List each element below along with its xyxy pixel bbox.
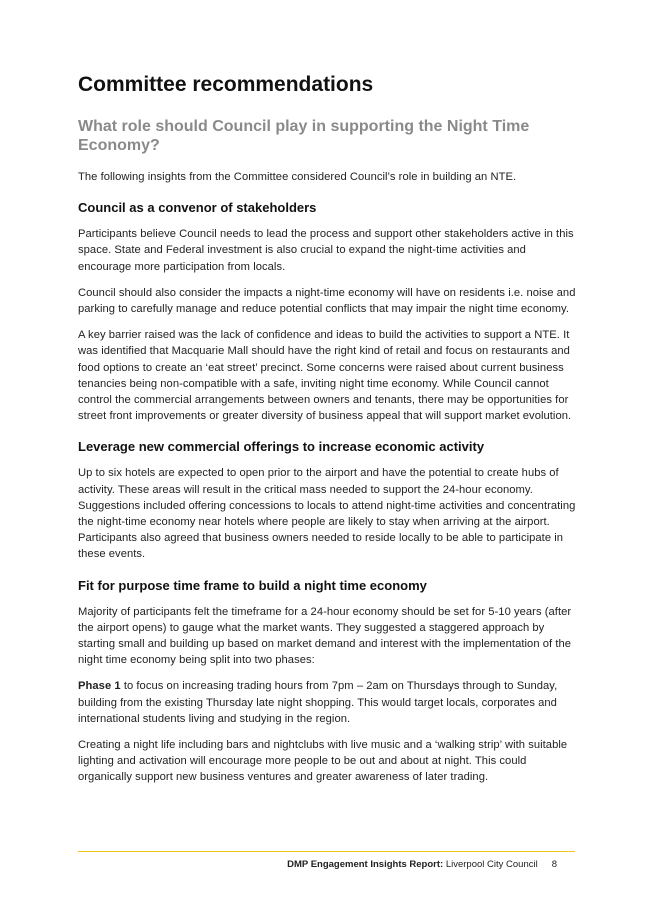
document-page xyxy=(78,72,578,786)
footer-organisation: Liverpool City Council xyxy=(443,859,538,870)
paragraph: A key barrier raised was the lack of confidence and ideas to build the activities to support a NTE. It was identified that Macquarie Mall should have the right kind of retail and focus on restaurants and food options to create an ‘eat street’ precinct. Some concerns were raised about current business tenancies being non-compatible with a safe, inviting night time economy. While Council cannot control the commercial arrangements between owners and tenants, there may be opportunities for street front improvements or greater diversity of business appeal that will support market evolution. xyxy=(78,329,572,423)
section-question: What role should Council play in supporting the Night Time Economy? xyxy=(78,118,530,154)
section-time-frame xyxy=(78,577,578,786)
page-footer xyxy=(287,859,557,871)
intro-paragraph: The following insights from the Committee considered Council’s role in building an NTE. xyxy=(78,171,517,183)
section-convenor xyxy=(78,199,578,424)
paragraph: Council should also consider the impacts a night-time economy will have on residents i.e. noise and parking to carefully manage and reduce potential conflicts that may impair the night time economy. xyxy=(78,286,576,316)
page-number: 8 xyxy=(551,859,557,870)
section-heading: Council as a convenor of stakeholders xyxy=(78,200,317,216)
paragraph: Participants believe Council needs to lead the process and support other stakeholders active in this space. State and Federal investment is also crucial to expand the night-time activities and encourage more participation from locals. xyxy=(78,228,574,273)
phase-paragraph xyxy=(78,678,578,727)
footer-report-title: DMP Engagement Insights Report: xyxy=(287,859,444,870)
footer-rule xyxy=(78,851,575,852)
section-heading: Leverage new commercial offerings to increase economic activity xyxy=(78,439,485,455)
section-heading: Fit for purpose time frame to build a night time economy xyxy=(78,577,427,593)
paragraph: Up to six hotels are expected to open prior to the airport and have the potential to create hubs of activity. These areas will result in the critical mass needed to support the 24-hour economy. Suggestions included offering concessions to locals to attend night-time activities and concentrating the night-time economy near hotels where people are likely to stay when arriving at the airport. Participants also agreed that business owners needed to reside locally to be able to participate in these events. xyxy=(78,467,576,561)
phase-label: Phase 1 xyxy=(78,680,121,693)
paragraph: Majority of participants felt the timeframe for a 24-hour economy should be set for 5-10 years (after the airport opens) to gauge what the market wants. They suggested a staggered approach by starting small and building up based on market demand and interest with the implementation of the night time economy being split into two phases: xyxy=(78,605,572,667)
section-commercial-offerings xyxy=(78,438,578,562)
page-title: Committee recommendations xyxy=(78,73,374,96)
paragraph: Creating a night life including bars and nightclubs with live music and a ‘walking strip’ with suitable lighting and activation will encourage more people to be out and about at night. This could organically support new business ventures and greater awareness of later trading. xyxy=(78,739,568,784)
phase-text: to focus on increasing trading hours from 7pm – 2am on Thursdays through to Sunday, building from the existing Thursday late night shopping. This would target locals, corporates and international students living and studying in the region. xyxy=(78,680,558,725)
